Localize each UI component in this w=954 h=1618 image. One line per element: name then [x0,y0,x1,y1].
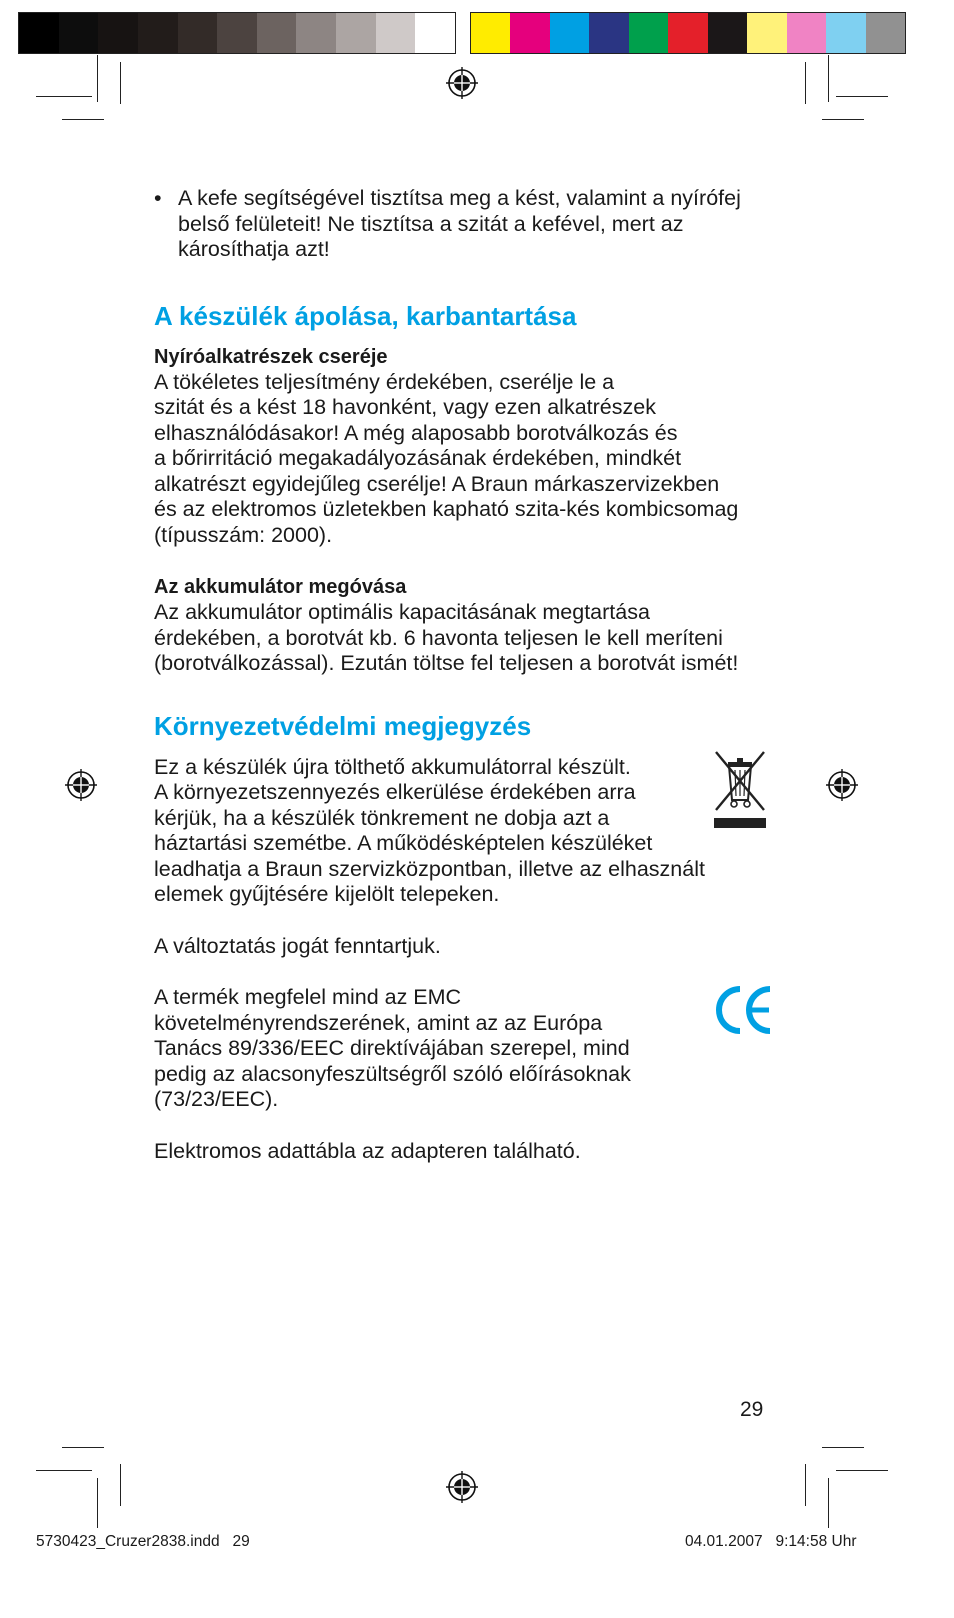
registration-mark-icon [445,66,479,100]
text-line: szitát és a kést 18 havonként, vagy ezen alkatrészek [154,395,656,419]
crop-mark [36,1470,92,1471]
registration-mark-icon [825,768,859,802]
text-line: és az elektromos üzletekben kapható szita-kés kombicsomag [154,497,739,521]
ce-mark-icon [713,983,775,1037]
file-slug: 5730423_Cruzer2838.indd 29 [36,1533,250,1550]
text-line: A környezetszennyezés elkerülése érdekében arra [154,780,636,804]
text-line: A termék megfelel mind az EMC [154,985,462,1009]
color-swatch [747,13,786,53]
text-line: A tökéletes teljesítmény érdekében, cserélje le a [154,369,615,394]
crop-mark [36,96,92,97]
paragraph-parts [154,370,784,549]
color-swatch [708,13,747,53]
text-line: Az akkumulátor optimális kapacitásának megtartása [154,600,650,624]
text-line: Ez a készülék újra tölthető akkumulátorral készült. [154,754,631,779]
color-swatch [668,13,707,53]
crop-mark [97,1478,98,1528]
bullet-item [154,186,784,263]
bullet-dot: • [154,186,162,210]
subheading-parts: Nyíróalkatrészek cseréje [154,345,388,368]
text-line: (borotválkozással). Ezután töltse fel teljesen a borotvát ismét! [154,651,739,675]
text-line: érdekében, a borotvát kb. 6 havonta teljesen le kell meríteni [154,625,723,650]
color-swatch [376,13,416,53]
registration-mark-icon [64,768,98,802]
color-swatch [178,13,218,53]
color-swatch [336,13,376,53]
subheading-battery: Az akkumulátor megóvása [154,576,407,598]
text-line: károsíthatja azt! [178,237,330,261]
text-line: Tanács 89/336/EEC direktívájában szerepel, mind [154,1036,630,1060]
color-swatch [296,13,336,53]
color-swatch [550,13,589,53]
text-line: (73/23/EEC). [154,1087,279,1111]
crop-mark [822,119,864,120]
text-line: (típusszám: 2000). [154,522,333,547]
color-swatch [589,13,628,53]
color-swatch [59,13,99,53]
color-swatch [787,13,826,53]
color-swatch [629,13,668,53]
color-swatch [138,13,178,53]
crop-mark [836,96,888,97]
text-line: belső felületeit! Ne tisztítsa a szitát a kefével, mert az [178,211,684,236]
page-number: 29 [740,1398,764,1421]
grayscale-color-bar [18,12,456,54]
rights-reserved-text: A változtatás jogát fenntartjuk. [154,933,441,958]
crop-mark [805,62,806,104]
crop-mark [805,1464,806,1506]
crop-mark [97,55,98,102]
bullet-text [178,186,741,263]
color-swatch [866,13,905,53]
page-content [154,186,784,1164]
paragraph-emc [154,985,784,1113]
text-line: háztartási szemétbe. A működésképtelen készüléket [154,831,653,855]
color-swatch [98,13,138,53]
crop-mark [120,62,121,104]
color-swatch [826,13,865,53]
crop-mark [62,119,104,120]
date-slug: 04.01.2007 9:14:58 Uhr [685,1533,857,1550]
text-line: pedig az alacsonyfeszültségről szóló előírásoknak [154,1061,631,1086]
color-swatch [217,13,257,53]
heading-environment: Környezetvédelmi megjegyzés [154,710,532,741]
text-line: a bőrirritáció megakadályozásának érdekében, mindkét [154,446,682,470]
color-swatch [415,13,455,53]
crop-mark [120,1464,121,1506]
color-swatch [471,13,510,53]
text-line: kérjük, ha a készülék tönkrement ne dobja azt a [154,805,610,830]
crop-mark [828,55,829,102]
text-line: leadhatja a Braun szervizközpontban, illetve az elhasznált [154,856,705,881]
crop-mark [62,1447,104,1448]
crossed-out-wheelie-bin-icon [712,748,768,832]
text-line: A kefe segítségével tisztítsa meg a kést, valamint a nyírófej [178,186,741,210]
crop-mark [828,1478,829,1528]
paragraph-environment [154,755,784,908]
text-line: követelményrendszerének, amint az az Európa [154,1010,603,1035]
text-line: elemek gyűjtésére kijelölt telepeken. [154,882,500,906]
heading-care: A készülék ápolása, karbantartása [154,300,577,331]
registration-mark-icon [445,1470,479,1504]
color-swatch [510,13,549,53]
rating-plate-text: Elektromos adattábla az adapteren található. [154,1138,581,1163]
paragraph-battery [154,600,784,677]
text-line: elhasználódásakor! A még alaposabb borotválkozás és [154,420,678,445]
crop-mark [836,1470,888,1471]
color-swatch [257,13,297,53]
crop-mark [822,1447,864,1448]
text-line: alkatrészt egyidejűleg cserélje! A Braun márkaszervizekben [154,471,720,496]
cmyk-color-bar [470,12,906,54]
color-swatch [19,13,59,53]
